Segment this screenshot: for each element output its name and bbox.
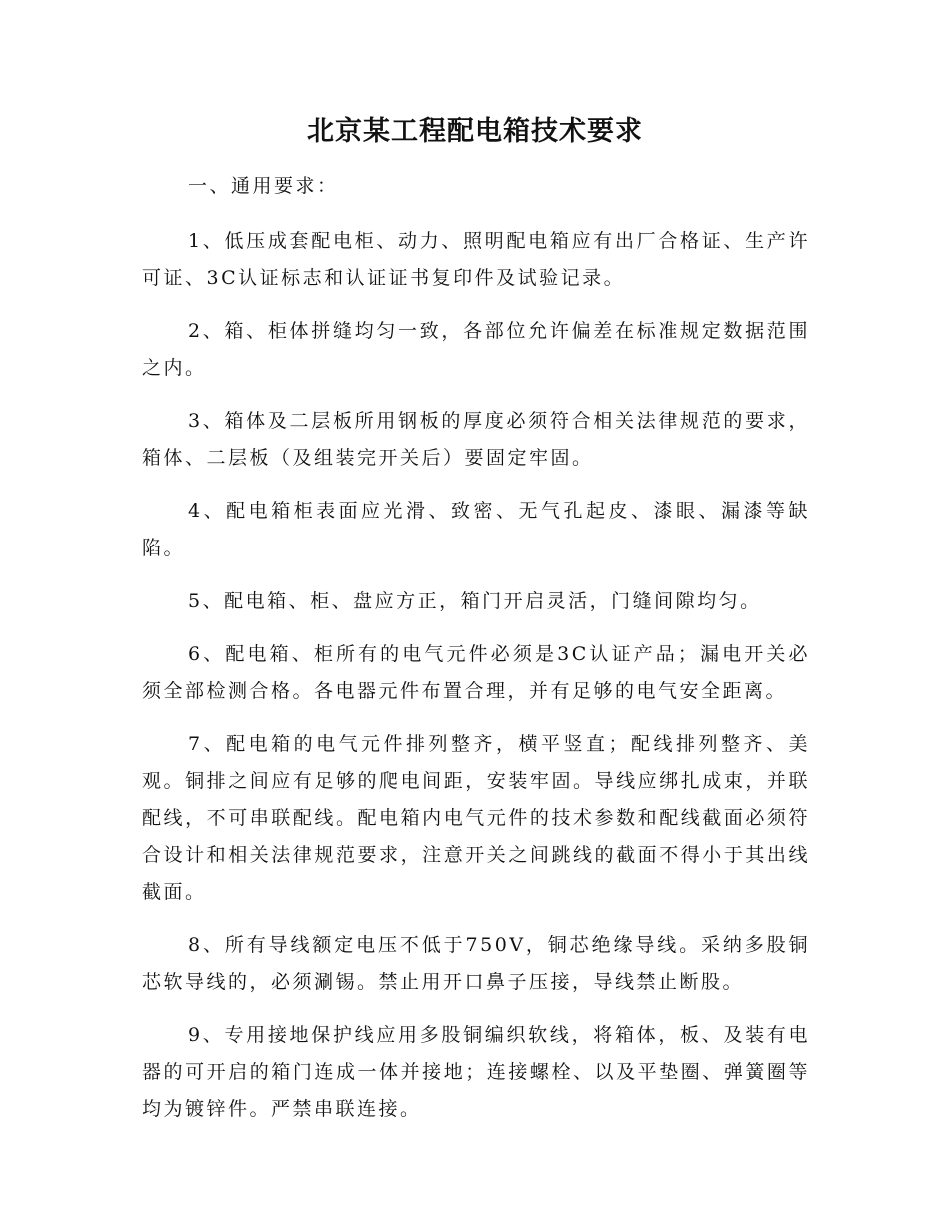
document-title: 北京某工程配电箱技术要求	[307, 116, 643, 147]
paragraph-4: 4、配电箱柜表面应光滑、致密、无气孔起皮、漆眼、漏漆等缺陷。	[142, 500, 810, 559]
paragraph-5: 5、配电箱、柜、盘应方正，箱门开启灵活，门缝间隙均匀。	[188, 590, 762, 612]
paragraph-3: 3、箱体及二层板所用钢板的厚度必须符合相关法律规范的要求，箱体、二层板（及组装完开关后）要固定牢固。	[142, 410, 810, 469]
paragraph-8: 8、所有导线额定电压不低于750V，铜芯绝缘导线。采纳多股铜芯软导线的，必须涮锡。禁止用开口鼻子压接，导线禁止断股。	[142, 934, 810, 993]
document-body	[142, 168, 810, 1144]
paragraph-9: 9、专用接地保护线应用多股铜编织软线，将箱体，板、及装有电器的可开启的箱门连成一体并接地；连接螺栓、以及平垫圈、弹簧圈等均为镀锌件。严禁串联连接。	[142, 1024, 810, 1120]
section-heading: 一、通用要求：	[188, 175, 339, 197]
paragraph-6: 6、配电箱、柜所有的电气元件必须是3C认证产品；漏电开关必须全部检测合格。各电器元件布置合理，并有足够的电气安全距离。	[142, 643, 810, 702]
paragraph-1: 1、低压成套配电柜、动力、照明配电箱应有出厂合格证、生产许可证、3C认证标志和认证证书复印件及试验记录。	[142, 230, 810, 289]
paragraph-7: 7、配电箱的电气元件排列整齐，横平竖直；配线排列整齐、美观。铜排之间应有足够的爬电间距，安装牢固。导线应绑扎成束，并联配线，不可串联配线。配电箱内电气元件的技术参数和配线截面必须符合设计和相关法律规范要求，注意开关之间跳线的截面不得小于其出线截面。	[142, 733, 810, 903]
paragraph-2: 2、箱、柜体拼缝均匀一致，各部位允许偏差在标准规定数据范围之内。	[142, 320, 810, 379]
